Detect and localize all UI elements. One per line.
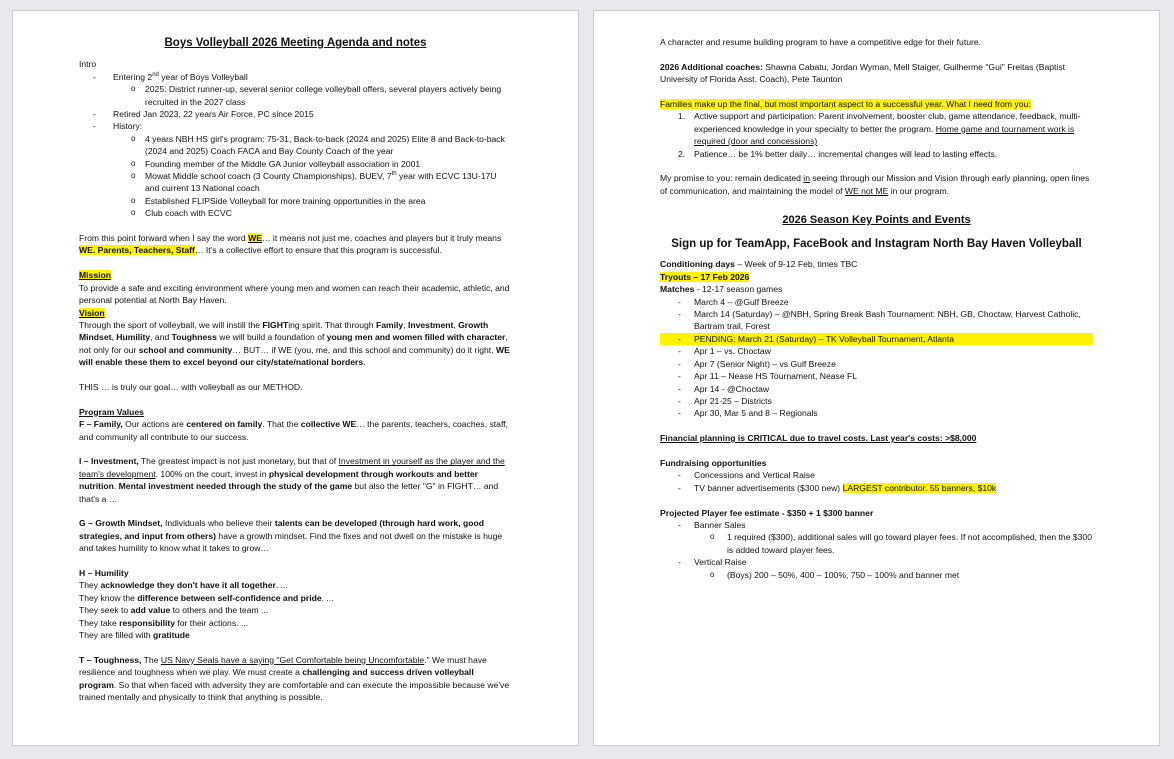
list-item: - Apr 11 – Nease HS Tournament, Nease FL [660, 370, 1093, 382]
value-investment: I – Investment, The greatest impact is not just monetary, but that of Investment in yourself as the player and the team's development. 100% on the court, invest in physical development through workouts and better nutrition. Mental investment needed through the study of the game but also the letter "G" in FIGHT… and that's a … [79, 456, 505, 504]
document-page-left [12, 10, 579, 746]
list-item: - Vertical Raise o (Boys) 200 – 50%, 400 – 100%, 750 – 100% and banner met [660, 556, 1093, 581]
mission-heading: Mission [79, 270, 111, 281]
program-values-heading: Program Values [79, 406, 144, 417]
list-item: o Founding member of the Middle GA Junior volleyball association in 2001 [79, 158, 512, 170]
fundraising-heading: Fundraising opportunities [660, 457, 767, 468]
signup-title: Sign up for TeamApp, FaceBook and Instagram North Bay Haven Volleyball [671, 238, 1082, 251]
vision-text: Through the sport of volleyball, we will instill the FIGHTing spirit. That through Family, Investment, Growth Mindset, Humility, and Toughness we will build a foundation of young men and women filled with character, not only for our school and community… BUT… if WE (you, me, and this school and community) do it right, WE will enable these them to excel beyond our city/state/national borders. [79, 319, 510, 368]
list-item: 2. Patience… be 1% better daily… incremental changes will lead to lasting effects. [678, 148, 998, 159]
vertical-sublist [660, 569, 1093, 581]
value-family: F – Family, Our actions are centered on family. That the collective WE… the parents, teachers, coaches, staff, and community all contribute to our success. [79, 419, 508, 442]
financial-planning: Financial planning is CRITICAL due to travel costs. Last year's costs: >$8,000 [660, 433, 977, 444]
mission-text: To provide a safe and exciting environment where young men and women can reach their academic, athletic, and personal potential at North Bay Haven. [79, 282, 510, 306]
list-item: o (Boys) 200 – 50%, 400 – 100%, 750 – 100% and banner met [660, 569, 1093, 581]
list-item: - Banner Sales o 1 required ($300), additional sales will go toward player fees. If not accomplished, then the $300 is added toward player fees. [660, 519, 1093, 556]
document-title: Boys Volleyball 2026 Meeting Agenda and notes [164, 37, 427, 49]
banner-sublist [660, 531, 1093, 556]
list-item: o Club coach with ECVC [79, 207, 512, 219]
list-item: - Concessions and Vertical Raise [660, 469, 1093, 481]
tryouts: Tryouts – 17 Feb 2026 [660, 271, 750, 282]
list-item: - PENDING: March 21 (Saturday) – TK Volleyball Tournament, Atlanta [660, 333, 1093, 345]
list-item: o 2025: District runner-up, several senior college volleyball offers, several players actively being recruited in the 2027 class [79, 83, 512, 108]
intro-label: Intro [79, 59, 97, 70]
fundraising-list [660, 469, 1093, 494]
additional-coaches: 2026 Additional coaches: Shawna Cabatu, Jordan Wyman, Mell Staiger, Guilherme "Gui" Freitas (Baptist University of Florida Asst. Coach), Pete Taunton [660, 61, 1066, 85]
value-growth-mindset: G – Growth Mindset, Individuals who believe their talents can be developed (through hard work, good strategies, and input from others) have a growth mindset. Find the fixes and not dwell on the mistake is huge and takes humility to know what it takes to grow… [79, 518, 503, 554]
conditioning-days: Conditioning days – Week of 9-12 Feb, times TBC [660, 259, 858, 270]
value-toughness: T – Toughness, The US Navy Seals have a saying "Get Comfortable being Uncomfortable." We must have resilience and toughness when we play. We must create a challenging and success driven volleyball program. So that when faced with adversity they are comfortable and can execute the impossible because we've trained mentally and physically to think that anything is possible. [79, 654, 510, 702]
list-item: - Retired Jan 2023, 22 years Air Force, PC since 2015 [79, 108, 512, 120]
humility-line: They take responsibility for their actions. ... [79, 617, 249, 628]
list-item: o Mowat Middle school coach (3 County Championships), BUEV, 7th year with ECVC 13U-17U and current 13 National coach [79, 170, 512, 195]
history-list [79, 133, 512, 220]
needs-list [660, 110, 1093, 160]
promise-text: My promise to you: remain dedicated in seeing through our Mission and Vision through early planning, open lines of communication, and maintaining the model of WE not ME in our program. [660, 173, 1090, 196]
list-item: - TV banner advertisements ($300 new) LARGEST contributor. 55 banners, $10k [660, 482, 1093, 494]
list-item: o Established FLIPSide Volleyball for more training opportunities in the area [79, 195, 512, 207]
matches-list [660, 296, 1093, 420]
list-item: o 4 years NBH HS girl's program: 75-31, Back-to-back (2024 and 2025) Elite 8 and Back-to-back (2024 and 2025) Coach FACA and Bay County Coach of the year [79, 133, 512, 158]
vision-heading: Vision [79, 307, 105, 318]
list-item: - Apr 30, Mar 5 and 8 – Regionals [660, 407, 1093, 419]
list-item: 1. Active support and participation: Parent involvement, booster club, game attendance, feedback, multi-experienced knowledge in your specialty to better the program. Home game and tournament work is required (door and concessions) [678, 111, 1081, 147]
goal-text: THIS … is truly our goal… with volleyball as our METHOD. [79, 381, 303, 392]
intro-sublist [79, 83, 512, 108]
humility-line: They are filled with gratitude [79, 629, 190, 640]
list-item: - Apr 21-25 – Districts [660, 395, 1093, 407]
list-item: - March 4 – @Gulf Breeze [660, 296, 1093, 308]
list-item: - Entering 2nd year of Boys Volleyball o 2025: District runner-up, several senior college volleyball offers, several players actively being recruited in the 2027 class [79, 71, 512, 108]
humility-line: They acknowledge they don't have it all together. ... [79, 580, 288, 591]
we-paragraph: From this point forward when I say the word WE… it means not just me, coaches and players but it truly means WE. Parents, Teachers, Staff… It's a collective effort to ensure that this program is successful. [79, 233, 502, 256]
matches-heading: Matches - 12-17 season games [660, 284, 783, 295]
value-humility-heading: H – Humility [79, 567, 129, 578]
list-item: - Apr 14 - @Choctaw [660, 383, 1093, 395]
page-left-content [79, 37, 512, 703]
humility-line: They know the difference between self-confidence and pride. ... [79, 592, 334, 603]
fee-list [660, 519, 1093, 581]
intro-list [79, 71, 512, 220]
character-text: A character and resume building program to have a competitive edge for their future. [660, 37, 982, 47]
list-item: - Apr 7 (Senior Night) – vs Gulf Breeze [660, 358, 1093, 370]
player-fee-heading: Projected Player fee estimate - $350 + 1 $300 banner [660, 507, 874, 518]
page-right-content [660, 36, 1093, 581]
humility-line: They seek to add value to others and the team ... [79, 605, 269, 616]
list-item: - Apr 1 – vs. Choctaw [660, 345, 1093, 357]
list-item: - History: o 4 years NBH HS girl's program: 75-31, Back-to-back (2024 and 2025) Elite 8 and Back-to-back (2024 and 2025) Coach FACA and Bay County Coach of the year o Founding member of the Middle GA Junior volleyball association in 2001 o Mowat Middle school coach (3 County Championships), BUEV, 7th year with ECVC 13U-17U and current 13 National coach o Established FLIPSide Volleyball for more training opportunities in the area o Club coach with ECVC [79, 120, 512, 219]
list-item: o 1 required ($300), additional sales will go toward player fees. If not accomplished, then the $300 is added toward player fees. [660, 531, 1093, 556]
season-title: 2026 Season Key Points and Events [782, 213, 971, 226]
list-item: - March 14 (Saturday) – @NBH, Spring Break Bash Tournament: NBH, GB, Choctaw, Harvest Catholic, Bartram trail, Forest [660, 308, 1093, 333]
document-page-right [593, 10, 1160, 746]
families-heading: Families make up the final, but most important aspect to a successful year. What I need from you: [660, 99, 1031, 109]
